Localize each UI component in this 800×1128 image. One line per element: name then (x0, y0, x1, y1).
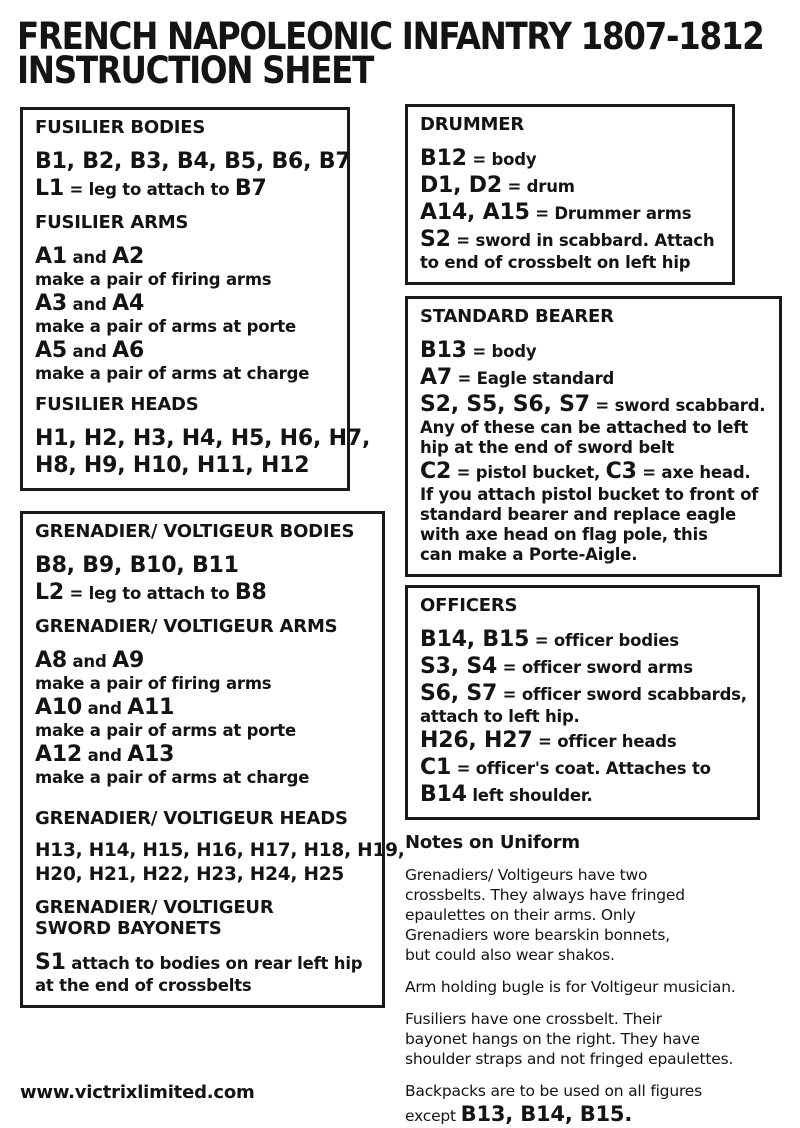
text-line (35, 337, 339, 364)
text-line (35, 452, 339, 479)
text-segment: B14, B15 (420, 627, 530, 652)
text-segment: L1 (35, 176, 64, 201)
standard-bearer-box (405, 296, 782, 577)
text-segment: H8, H9, H10, H11, H12 (35, 453, 310, 478)
text-segment: A3 (35, 291, 67, 316)
text-segment: SWORD BAYONETS (35, 918, 222, 939)
text-segment: Grenadiers wore bearskin bonnets, (405, 926, 670, 944)
text-line (420, 391, 771, 418)
text-segment: = Drummer arms (529, 204, 692, 223)
text-line (420, 680, 749, 707)
text-line (420, 172, 724, 199)
text-segment: and (66, 652, 113, 671)
blank-line (35, 202, 339, 212)
page-title (17, 15, 800, 92)
text-segment: = drum (501, 177, 575, 196)
text-segment: GRENADIER/ VOLTIGEUR (35, 897, 274, 918)
text-line (35, 364, 339, 384)
blank-line (405, 1069, 797, 1081)
text-segment: A14, A15 (420, 200, 530, 225)
text-segment: epaulettes on their arms. Only (405, 906, 636, 924)
text-segment: A2 (112, 244, 145, 269)
text-segment: C2 (420, 459, 452, 484)
text-line (420, 626, 749, 653)
blank-line (35, 233, 339, 243)
text-line (405, 945, 797, 965)
text-segment: GRENADIER/ VOLTIGEUR BODIES (35, 521, 355, 542)
text-segment: make a pair of arms at porte (35, 721, 296, 740)
text-segment: A9 (112, 648, 145, 673)
text-segment: Backpacks are to be used on all figures (405, 1082, 702, 1100)
text-line (35, 897, 374, 918)
text-line (420, 781, 749, 808)
blank-line (35, 798, 374, 808)
text-segment: = officer's coat. Attaches to (451, 759, 711, 778)
text-line (405, 1009, 797, 1029)
text-line (35, 290, 339, 317)
text-segment: B13, B14, B15. (460, 1102, 633, 1126)
text-segment: A12 (35, 742, 83, 767)
text-line (405, 885, 797, 905)
text-segment: make a pair of firing arms (35, 674, 272, 693)
blank-line (35, 542, 374, 552)
text-segment: A6 (112, 338, 145, 363)
text-segment: except (405, 1107, 461, 1125)
text-segment: H20, H21, H22, H23, H24, H25 (35, 864, 345, 885)
text-segment: C1 (420, 755, 452, 780)
text-segment: = Eagle standard (451, 369, 615, 388)
text-segment: make a pair of firing arms (35, 270, 272, 289)
text-line (35, 270, 339, 290)
text-segment: B7 (234, 176, 267, 201)
text-line (35, 721, 374, 741)
text-segment: Arm holding bugle is for Voltigeur musician. (405, 978, 736, 996)
text-segment: S2 (420, 227, 451, 252)
blank-line (420, 616, 749, 626)
text-segment: B14 (420, 782, 467, 807)
text-segment: B1, B2, B3, B4, B5, B6, B7 (35, 149, 351, 174)
text-segment: Any of these can be attached to left (420, 418, 749, 437)
text-line (405, 925, 797, 945)
text-line (405, 905, 797, 925)
text-segment: H26, H27 (420, 728, 533, 753)
blank-line (35, 415, 339, 425)
text-segment: but could also wear shakos. (405, 946, 615, 964)
text-segment: If you attach pistol bucket to front of (420, 485, 759, 504)
text-line (35, 117, 339, 138)
text-line (35, 694, 374, 721)
text-segment: S3, S4 (420, 654, 498, 679)
text-line (420, 707, 749, 727)
text-line (35, 918, 374, 939)
title-line-2: INSTRUCTION SHEET (17, 49, 373, 92)
text-segment: make a pair of arms at charge (35, 768, 310, 787)
text-segment: = axe head. (636, 463, 751, 482)
text-line (35, 148, 351, 175)
text-line (35, 768, 374, 788)
text-line (420, 754, 749, 781)
text-line (420, 485, 771, 505)
text-segment: = body (466, 342, 537, 361)
text-segment: FUSILIER BODIES (35, 117, 206, 138)
blank-line (35, 939, 374, 949)
text-segment: and (66, 342, 113, 361)
text-line (420, 525, 771, 545)
text-segment: at the end of crossbelts (35, 976, 252, 995)
text-line (420, 505, 771, 525)
text-line (35, 521, 374, 542)
left-column (20, 107, 405, 1008)
officers-box (405, 585, 760, 820)
text-segment: = officer sword scabbards, (497, 685, 747, 704)
text-segment: A1 (35, 244, 67, 269)
blank-line (35, 138, 339, 148)
website-text: www.victrixlimited.com (20, 1082, 255, 1103)
text-segment: = leg to attach to (63, 180, 235, 199)
grenadier-voltigeur-box (20, 511, 405, 1008)
text-segment: Fusiliers have one crossbelt. Their (405, 1010, 662, 1028)
text-line (35, 741, 374, 768)
blank-line (35, 829, 374, 839)
text-segment: GRENADIER/ VOLTIGEUR HEADS (35, 808, 348, 829)
text-line (35, 839, 405, 863)
blank-line (35, 384, 339, 394)
text-line (35, 243, 339, 270)
text-segment: B13 (420, 338, 467, 363)
text-segment: = sword scabbard. (589, 396, 766, 415)
text-line (35, 863, 374, 887)
text-line (420, 727, 749, 754)
text-line (35, 674, 374, 694)
text-segment: S1 (35, 950, 66, 975)
text-line (420, 306, 771, 327)
blank-line (420, 327, 771, 337)
text-line (35, 425, 371, 452)
text-segment: left shoulder. (466, 786, 593, 805)
text-line (35, 317, 339, 337)
text-segment: = sword in scabbard. Attach (450, 231, 715, 250)
text-segment: S6, S7 (420, 681, 498, 706)
text-line (405, 1081, 797, 1101)
text-line (405, 977, 797, 997)
text-segment: L2 (35, 580, 64, 605)
text-segment: C3 (605, 459, 637, 484)
text-segment: A7 (420, 365, 452, 390)
blank-line (35, 788, 374, 798)
text-segment: GRENADIER/ VOLTIGEUR ARMS (35, 616, 338, 637)
text-segment: attach to left hip. (420, 707, 580, 726)
text-segment: D1, D2 (420, 173, 502, 198)
text-segment: A5 (35, 338, 67, 363)
notes-on-uniform-section (405, 832, 797, 1128)
text-line (420, 545, 771, 565)
text-segment: = body (466, 150, 537, 169)
blank-line (35, 606, 374, 616)
text-segment: bayonet hangs on the right. They have (405, 1030, 700, 1048)
text-segment: A10 (35, 695, 83, 720)
text-line (420, 653, 749, 680)
text-segment: can make a Porte-Aigle. (420, 545, 638, 564)
text-segment: FUSILIER HEADS (35, 394, 199, 415)
text-line (405, 832, 797, 853)
text-segment: OFFICERS (420, 595, 518, 616)
text-segment: Grenadiers/ Voltigeurs have two (405, 866, 648, 884)
text-segment: to end of crossbelt on left hip (420, 253, 691, 272)
text-segment: hip at the end of sword belt (420, 438, 675, 457)
text-line (420, 253, 724, 273)
text-segment: crossbelts. They always have fringed (405, 886, 685, 904)
text-segment: B8, B9, B10, B11 (35, 553, 239, 578)
text-segment: STANDARD BEARER (420, 306, 614, 327)
text-segment: DRUMMER (420, 114, 524, 135)
text-segment: A11 (127, 695, 175, 720)
text-segment: FUSILIER ARMS (35, 212, 189, 233)
text-segment: with axe head on flag pole, this (420, 525, 708, 544)
fusilier-box (20, 107, 371, 491)
text-segment: = pistol bucket, (451, 463, 606, 482)
text-segment: A8 (35, 648, 67, 673)
text-segment: B12 (420, 146, 467, 171)
blank-line (405, 853, 797, 865)
text-line (35, 579, 374, 606)
text-segment: S2, S5, S6, S7 (420, 392, 590, 417)
text-segment: B8 (234, 580, 267, 605)
text-line (405, 865, 797, 885)
text-line (35, 552, 374, 579)
right-column (405, 104, 800, 1128)
text-segment: Notes on Uniform (405, 832, 580, 853)
text-line (35, 212, 339, 233)
text-segment: = officer sword arms (497, 658, 693, 677)
text-line (420, 418, 771, 438)
text-line (35, 949, 374, 976)
text-line (420, 199, 724, 226)
text-segment: = officer heads (532, 732, 677, 751)
text-segment: A4 (112, 291, 145, 316)
text-segment: A13 (127, 742, 175, 767)
text-line (35, 976, 374, 996)
text-line (35, 616, 374, 637)
text-segment: = officer bodies (529, 631, 679, 650)
text-line (420, 458, 771, 485)
text-segment: H1, H2, H3, H4, H5, H6, H7, (35, 426, 371, 451)
text-line (405, 1029, 797, 1049)
text-segment: = leg to attach to (63, 584, 235, 603)
blank-line (405, 997, 797, 1009)
text-line (420, 226, 724, 253)
drummer-box (405, 104, 735, 285)
text-segment: H13, H14, H15, H16, H17, H18, H19, (35, 840, 405, 861)
text-line (420, 595, 749, 616)
text-line (35, 175, 339, 202)
blank-line (420, 135, 724, 145)
blank-line (35, 887, 374, 897)
blank-line (35, 637, 374, 647)
text-segment: make a pair of arms at porte (35, 317, 296, 336)
text-line (420, 114, 724, 135)
text-segment: attach to bodies on rear left hip (65, 954, 363, 973)
text-segment: and (66, 295, 113, 314)
blank-line (405, 965, 797, 977)
text-line (420, 145, 724, 172)
text-segment: make a pair of arms at charge (35, 364, 310, 383)
text-line (420, 364, 771, 391)
text-line (405, 1101, 797, 1128)
text-segment: standard bearer and replace eagle (420, 505, 737, 524)
text-line (35, 647, 374, 674)
text-line (405, 1049, 797, 1069)
text-line (35, 394, 339, 415)
text-line (35, 808, 374, 829)
text-segment: and (82, 746, 128, 765)
text-segment: and (66, 248, 113, 267)
text-line (420, 438, 771, 458)
title-line-1: FRENCH NAPOLEONIC INFANTRY 1807-1812 (17, 15, 764, 58)
text-line (420, 337, 771, 364)
text-segment: shoulder straps and not fringed epaulettes. (405, 1050, 734, 1068)
text-segment: and (82, 699, 128, 718)
